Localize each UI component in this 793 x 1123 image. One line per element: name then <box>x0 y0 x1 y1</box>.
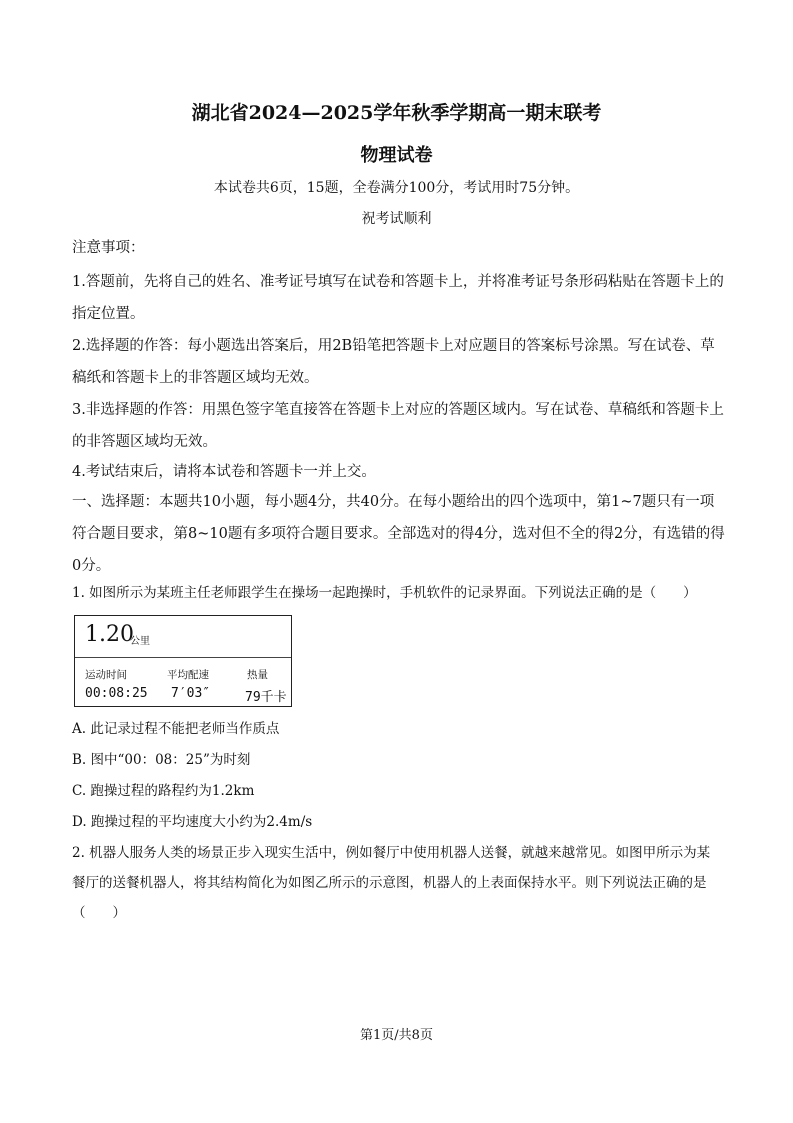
section-choice-instructions: 一、选择题：本题共10小题，每小题4分，共40分。在每小题给出的四个选项中，第1~7题只有一项符合题目要求，第8~10题有多项符合题目要求。全部选对的得4分，选对但不全的得2分，有选错的得0分。 <box>72 494 725 574</box>
label-calories: 热量 <box>247 669 268 681</box>
value-average-pace: 7′03″ <box>171 686 211 701</box>
exam-info: 本试卷共6页，15题，全卷满分100分，考试用时75分钟。 <box>213 180 580 196</box>
page-number: 第1页/共8页 <box>360 1028 433 1043</box>
distance-unit: 公里 <box>130 636 150 647</box>
distance-value: 1.20 <box>85 622 134 647</box>
question-1-stem: 1. 如图所示为某班主任老师跟学生在操场一起跑操时，手机软件的记录界面。下列说法正确的是（ ） <box>72 585 697 601</box>
label-average-pace: 平均配速 <box>167 669 209 681</box>
notice-item-3: 3.非选择题的作答：用黑色签字笔直接答在答题卡上对应的答题区域内。写在试卷、草稿纸和答题卡上的非答题区域均无效。 <box>72 402 724 450</box>
notice-heading: 注意事项： <box>72 240 145 256</box>
exam-subject: 物理试卷 <box>360 145 433 166</box>
question-1-option-c: C. 跑操过程的路程约为1.2km <box>72 783 255 799</box>
exam-title: 湖北省2024—2025学年秋季学期高一期末联考 <box>191 102 602 124</box>
notice-item-4: 4.考试结束后，请将本试卷和答题卡一并上交。 <box>72 464 376 480</box>
question-2-stem: 2. 机器人服务人类的场景正步入现实生活中，例如餐厅中使用机器人送餐，就越来越常见。如图甲所示为某餐厅的送餐机器人，将其结构简化为如图乙所示的示意图，机器人的上表面保持水平。则下列说法正确的是（ ） <box>72 845 711 921</box>
running-record-card <box>74 615 292 707</box>
notice-item-2: 2.选择题的作答：每小题选出答案后，用2B铅笔把答题卡上对应题目的答案标号涂黑。写在试卷、草稿纸和答题卡上的非答题区域均无效。 <box>72 338 715 386</box>
question-1-option-d: D. 跑操过程的平均速度大小约为2.4m/s <box>72 814 313 830</box>
value-exercise-time: 00:08:25 <box>85 686 148 701</box>
exam-wish: 祝考试顺利 <box>361 211 432 227</box>
value-calories: 79千卡 <box>245 690 287 705</box>
notice-item-1: 1.答题前，先将自己的姓名、准考证号填写在试卷和答题卡上，并将准考证号条形码粘贴在答题卡上的指定位置。 <box>72 274 724 322</box>
label-exercise-time: 运动时间 <box>85 669 127 681</box>
question-1-option-a: A. 此记录过程不能把老师当作质点 <box>72 721 280 737</box>
question-1-option-b: B. 图中“00：08：25”为时刻 <box>72 752 251 768</box>
card-distance-row <box>75 616 291 658</box>
